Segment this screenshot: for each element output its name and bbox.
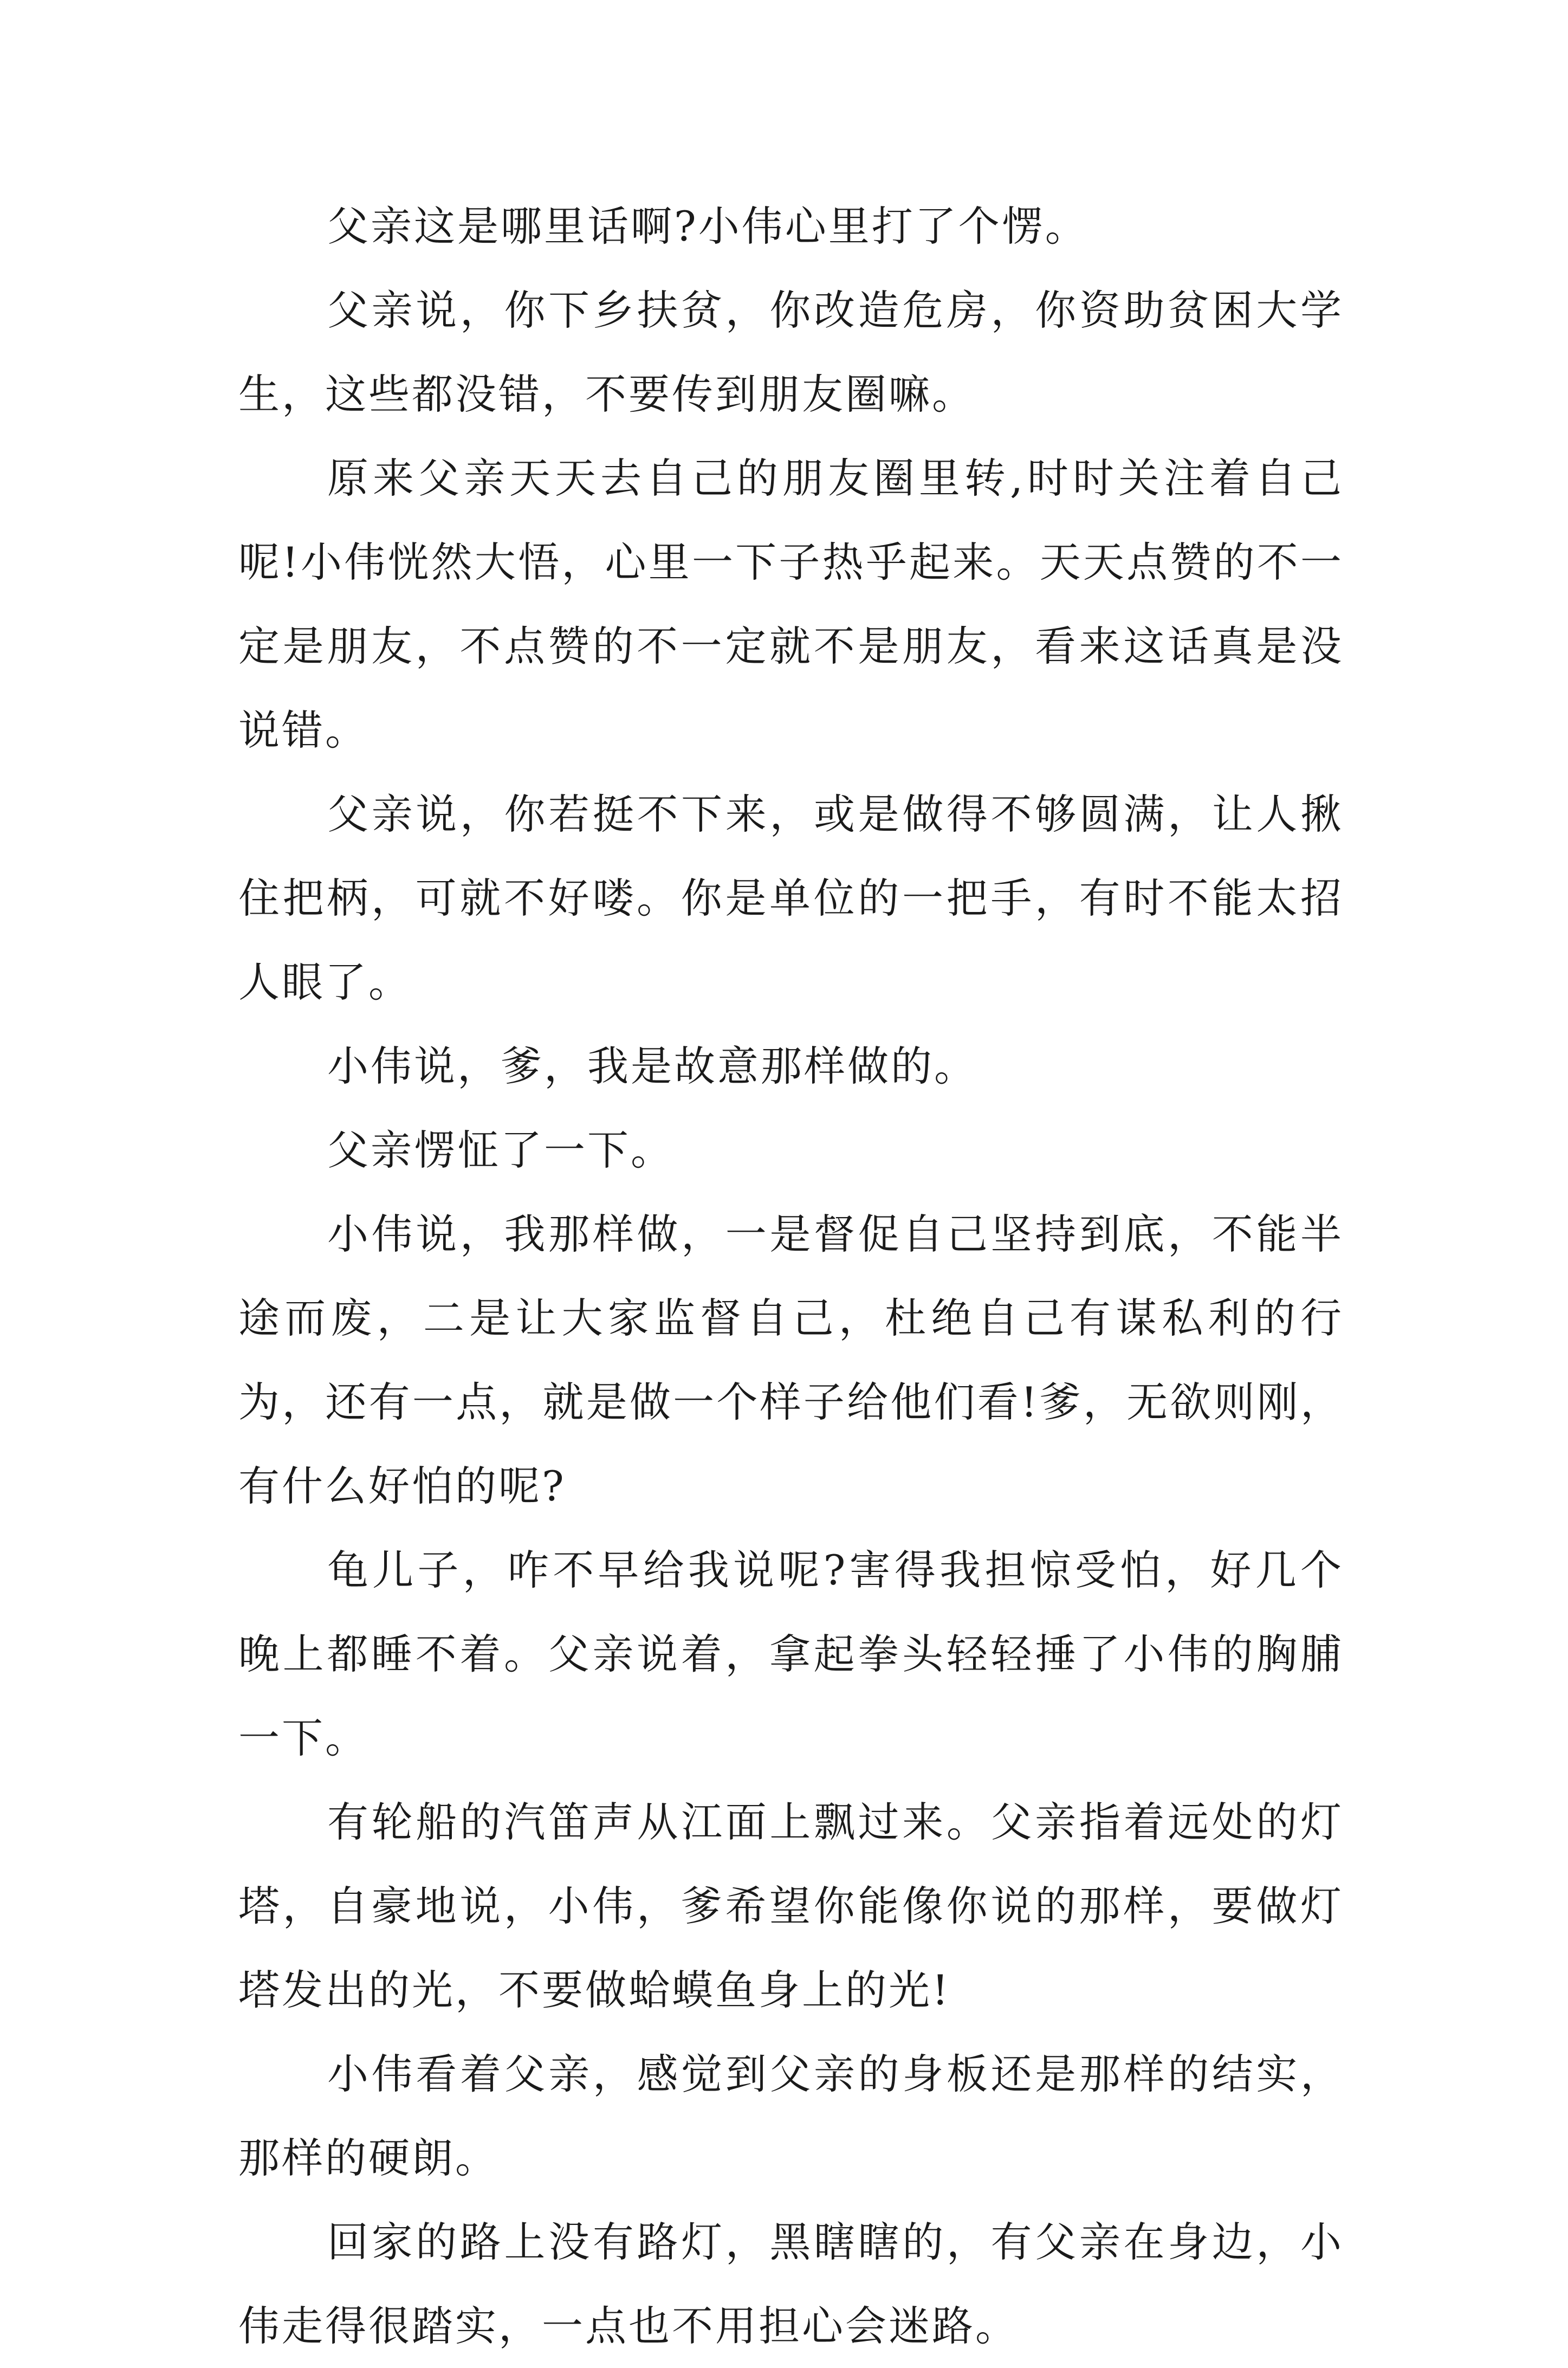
paragraph: 原来父亲天天去自己的朋友圈里转,时时关注着自己呢!小伟恍然大悟，心里一下子热乎起来。天天点赞的不一定是朋友，不点赞的不一定就不是朋友，看来这话真是没说错。: [238, 454, 1344, 754]
paragraph: 小伟说，爹，我是故意那样做的。: [327, 1042, 977, 1090]
paragraph: 父亲说，你若挺不下来，或是做得不够圆满，让人揪住把柄，可就不好喽。你是单位的一把手，有时不能太招人眼了。: [238, 790, 1344, 1006]
paragraph: 回家的路上没有路灯，黑瞎瞎的，有父亲在身边，小伟走得很踏实，一点也不用担心会迷路。: [238, 2218, 1344, 2350]
paragraph: 龟儿子，咋不早给我说呢?害得我担惊受怕，好几个晚上都睡不着。父亲说着，拿起拳头轻轻捶了小伟的胸脯一下。: [238, 1546, 1344, 1762]
paragraph: 小伟看着父亲，感觉到父亲的身板还是那样的结实，那样的硬朗。: [238, 2050, 1344, 2182]
paragraph: 父亲说，你下乡扶贫，你改造危房，你资助贫困大学生，这些都没错，不要传到朋友圈嘛。: [238, 286, 1344, 418]
paragraph: 父亲愣怔了一下。: [327, 1126, 674, 1174]
paragraph: 小伟说，我那样做，一是督促自己坚持到底，不能半途而废，二是让大家监督自己，杜绝自己有谋私利的行为，还有一点，就是做一个样子给他们看!爹，无欲则刚，有什么好怕的呢?: [238, 1210, 1344, 1510]
story-text: [238, 184, 1344, 2368]
paragraph: 父亲这是哪里话啊?小伟心里打了个愣。: [327, 202, 1088, 250]
paragraph: 有轮船的汽笛声从江面上飘过来。父亲指着远处的灯塔，自豪地说，小伟，爹希望你能像你说的那样，要做灯塔发出的光，不要做蛤蟆鱼身上的光!: [238, 1798, 1344, 2014]
